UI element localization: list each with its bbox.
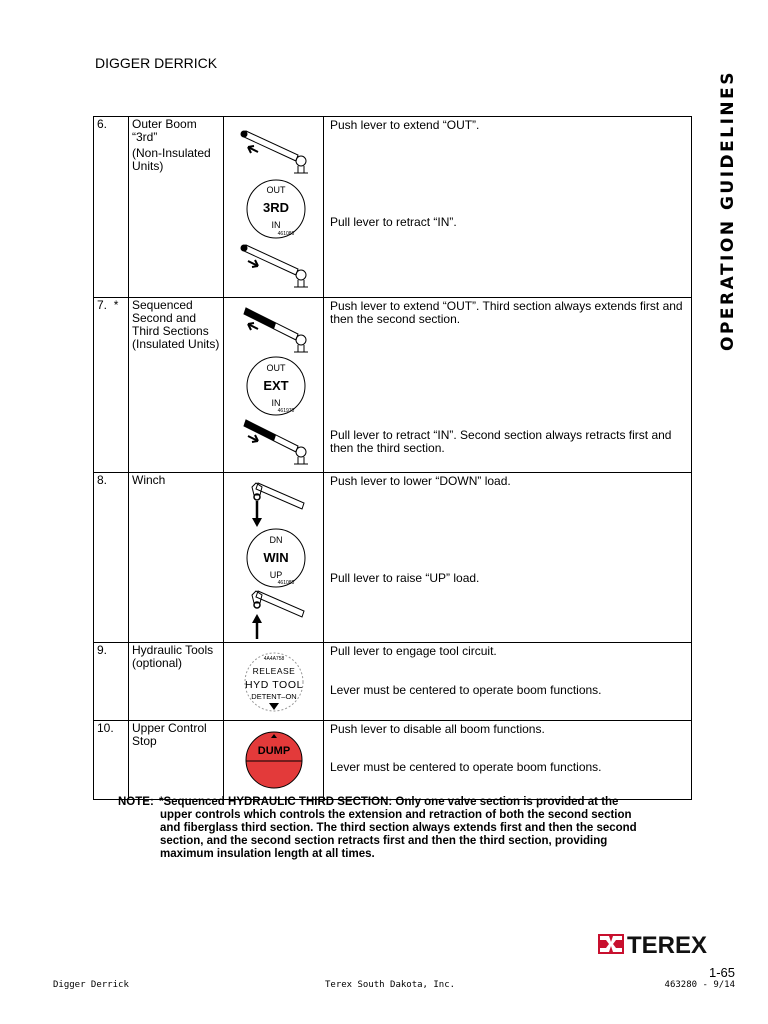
hydraulic-tool-dial bbox=[224, 643, 324, 720]
svg-text:HYD TOOL: HYD TOOL bbox=[244, 679, 304, 691]
function-name: Sequenced Second and Third Sections (Insulated Units) bbox=[129, 298, 224, 473]
svg-text:DETENT–ON: DETENT–ON bbox=[251, 692, 297, 701]
svg-text:OUT: OUT bbox=[266, 363, 286, 373]
terex-logo bbox=[597, 931, 739, 957]
page-title: DIGGER DERRICK bbox=[95, 55, 218, 71]
function-description: Push lever to extend “OUT”. Third section always extends first and then the second section. Pull lever to retract “IN”. Second section always retracts first and then the third section. bbox=[324, 298, 692, 473]
svg-text:IN: IN bbox=[271, 398, 281, 408]
svg-text:RELEASE: RELEASE bbox=[252, 666, 296, 676]
svg-text:TEREX: TEREX bbox=[627, 932, 708, 957]
row-number: 9. bbox=[94, 643, 129, 721]
function-description: Push lever to extend “OUT”. Pull lever to retract “IN”. bbox=[324, 117, 692, 298]
row-number: 6. bbox=[94, 117, 129, 298]
svg-text:DUMP: DUMP bbox=[257, 745, 291, 757]
svg-text:3RD: 3RD bbox=[262, 200, 290, 215]
operations-table bbox=[93, 116, 692, 800]
row-number: 10. bbox=[94, 721, 129, 800]
control-illustration bbox=[224, 117, 324, 298]
function-description: Push lever to lower “DOWN” load. Pull lever to raise “UP” load. bbox=[324, 473, 692, 643]
dump-button bbox=[224, 721, 324, 799]
function-description: Pull lever to engage tool circuit. Lever must be centered to operate boom functions. bbox=[324, 643, 692, 721]
winch-illustration bbox=[224, 473, 324, 642]
svg-text:DN: DN bbox=[269, 535, 283, 545]
svg-text:IN: IN bbox=[271, 220, 281, 230]
svg-text:461085: 461085 bbox=[277, 580, 295, 586]
svg-text:UP: UP bbox=[269, 570, 283, 580]
function-name: Hydraulic Tools (optional) bbox=[129, 643, 224, 721]
note-label: NOTE: bbox=[118, 796, 154, 808]
svg-text:4A4A758: 4A4A758 bbox=[263, 656, 285, 662]
function-description: Push lever to disable all boom functions. Lever must be centered to operate boom functions. bbox=[324, 721, 692, 800]
terex-emblem-icon bbox=[598, 934, 624, 954]
control-illustration bbox=[224, 298, 324, 473]
table-row bbox=[94, 473, 692, 643]
function-name: Outer Boom “3rd” (Non-Insulated Units) bbox=[129, 117, 224, 298]
footer-right: 463280 - 9/14 bbox=[664, 980, 735, 990]
control-illustration bbox=[224, 721, 324, 800]
table-row bbox=[94, 643, 692, 721]
table-row bbox=[94, 117, 692, 298]
page-number: 1-65 bbox=[708, 965, 735, 980]
note-block bbox=[118, 796, 688, 861]
lever-push-illustration bbox=[224, 117, 324, 297]
control-illustration bbox=[224, 473, 324, 643]
svg-text:461970: 461970 bbox=[277, 408, 295, 414]
function-name: Upper Control Stop bbox=[129, 721, 224, 800]
lever-push-illustration bbox=[224, 298, 324, 472]
svg-text:EXT: EXT bbox=[263, 378, 289, 393]
note-text: *Sequenced HYDRAULIC THIRD SECTION: Only one valve section is provided at the upper controls which controls the extension and retraction of both the second section and fiberglass third section. The third section always extends first and then the second section, and the second section retracts first and then the third section, providing maximum insulation length at all times. bbox=[159, 796, 637, 860]
svg-text:461086: 461086 bbox=[277, 231, 295, 237]
row-number: 7. * bbox=[94, 298, 129, 473]
svg-text:WIN: WIN bbox=[263, 550, 289, 565]
side-section-title: OPERATION GUIDELINES bbox=[718, 69, 738, 351]
function-name: Winch bbox=[129, 473, 224, 643]
footer-center: Terex South Dakota, Inc. bbox=[325, 980, 456, 990]
row-number: 8. bbox=[94, 473, 129, 643]
table-row bbox=[94, 721, 692, 800]
control-illustration bbox=[224, 643, 324, 721]
svg-text:OUT: OUT bbox=[266, 185, 286, 195]
footer-left: Digger Derrick bbox=[53, 980, 129, 990]
table-row bbox=[94, 298, 692, 473]
